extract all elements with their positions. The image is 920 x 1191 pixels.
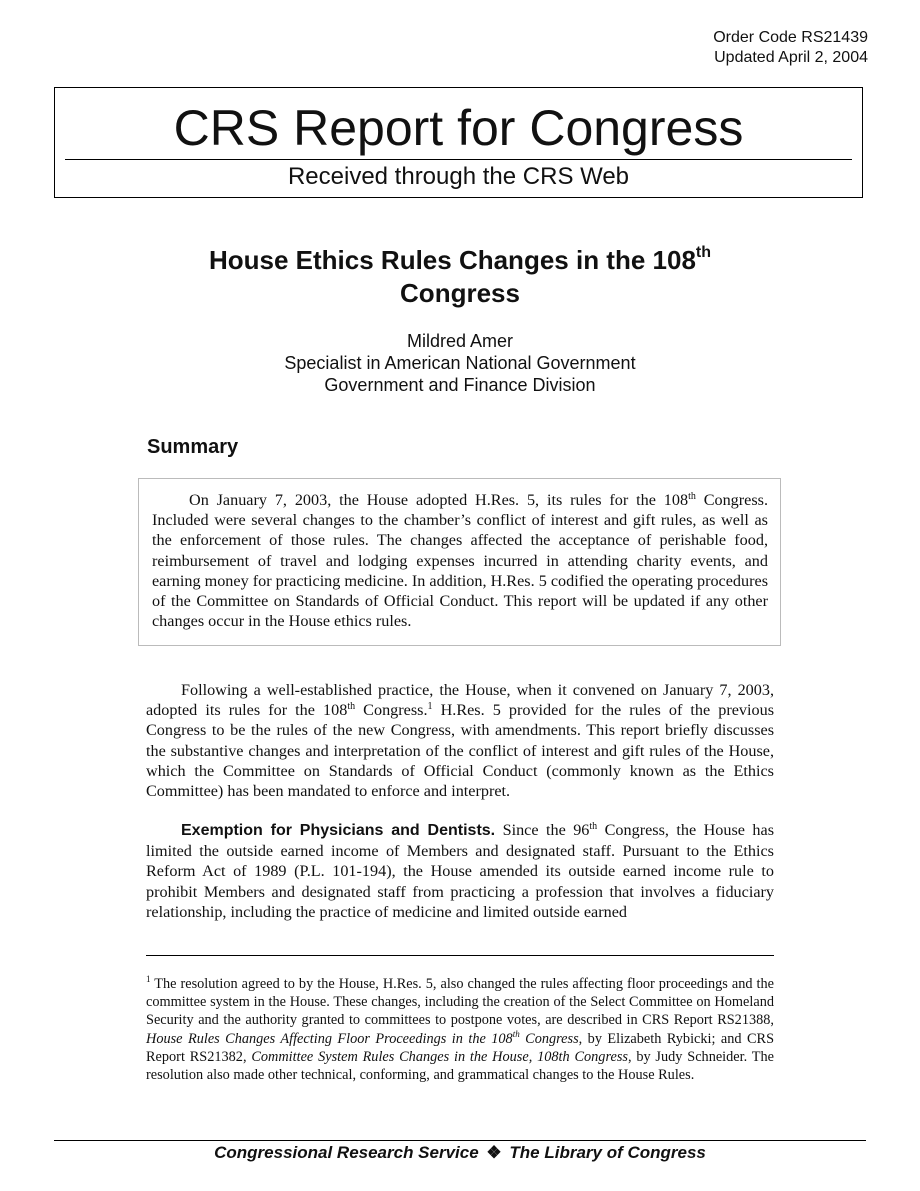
page-footer — [54, 1142, 866, 1164]
summary-box — [138, 478, 781, 646]
author-block — [130, 330, 790, 396]
section-heading: Exemption for Physicians and Dentists. — [181, 822, 496, 839]
masthead-box — [54, 87, 863, 198]
cited-report-title: House Rules Changes Affecting Floor Proceedings in the 108th Congress — [146, 1028, 579, 1047]
order-code: Order Code RS21439 — [713, 29, 868, 46]
report-title — [130, 244, 790, 310]
author-division: Government and Finance Division — [324, 375, 596, 395]
body-paragraph: Exemption for Physicians and Dentists. Since the 96th Congress, the House has limited the outside earned income of Members and designated staff. Pursuant to the Ethics Reform Act of 1989 (P.L. 101-194), the House amended its outside earned income rule to prohibit Members and designated staff from practicing a profession that involves a fiduciary relationship, including the practice of medicine and limited outside earned — [146, 821, 774, 921]
footnote: $^1$ The resolution agreed to by the House, H.Res. 5, also changed the rules affecting floor proceedings and the committee system in the House. These changes, including the creation of the Select Committee on Homeland Security and the authority granted to committees to postpone votes, are described in CRS Report RS21388, House Rules Changes Affecting Floor Proceedings in the 108th Congress, by Elizabeth Rybicki; and CRS Report RS21382, Committee System Rules Changes in the House, 108th Congress, by Judy Schneider. The resolution also made other technical, conforming, and grammatical changes to the House Rules. — [146, 974, 775, 1084]
body-ordinal: th — [347, 701, 356, 713]
report-title-main: House Ethics Rules Changes in the 108 — [208, 245, 696, 275]
masthead-title: CRS Report for Congress — [173, 100, 744, 156]
footer-divider — [54, 1140, 866, 1141]
ornament-icon: ❖ — [486, 1143, 502, 1162]
summary-ordinal: th — [688, 491, 696, 502]
footnote-divider — [146, 955, 774, 956]
order-code-block — [713, 28, 868, 68]
masthead-subtitle: Received through the CRS Web — [287, 163, 630, 190]
masthead-divider — [65, 159, 852, 160]
report-title-line2: Congress — [400, 278, 520, 308]
author-title: Specialist in American National Government — [284, 353, 636, 373]
summary-heading: Summary — [147, 436, 239, 458]
summary-text: On January 7, 2003, the House adopted H.Res. 5, its rules for the 108th Congress. Included were several changes to the chamber’s conflict of interest and gift rules, as well as the enforcement of those rules. The changes affected the acceptance of perishable food, reimbursement of travel and lodging expenses incurred in attending charity events, and earning money for practicing medicine. In addition, H.Res. 5 codified the operating procedures of the Committee on Standards of Official Conduct. This report will be updated if any other changes occur in the House ethics rules. — [152, 491, 768, 631]
cited-report-title: Committee System Rules Changes in the House, 108th Congress — [251, 1048, 628, 1065]
report-title-ordinal: th — [695, 244, 712, 261]
footer-library: The Library of Congress — [509, 1143, 706, 1162]
footnote-reference[interactable]: 1 — [427, 701, 433, 713]
footer-publisher: Congressional Research Service — [214, 1143, 479, 1162]
updated-date: Updated April 2, 2004 — [714, 49, 868, 66]
body-ordinal: th — [589, 821, 598, 832]
author-name: Mildred Amer — [406, 331, 514, 351]
footnote-marker: 1 — [146, 974, 151, 984]
body-paragraph: Following a well-established practice, the House, when it convened on January 7, 2003, adopted its rules for the 108th Congress.$^1$ H.Res. 5 provided for the rules of the previous Congress to be the rules of the new Congress, with amendments. This report briefly discusses the substantive changes and interpretation of the conflict of interest and gift rules of the House, which the Committee on Standards of Official Conduct (commonly known as the Ethics Committee) has been mandated to enforce and interpret. — [146, 681, 775, 801]
